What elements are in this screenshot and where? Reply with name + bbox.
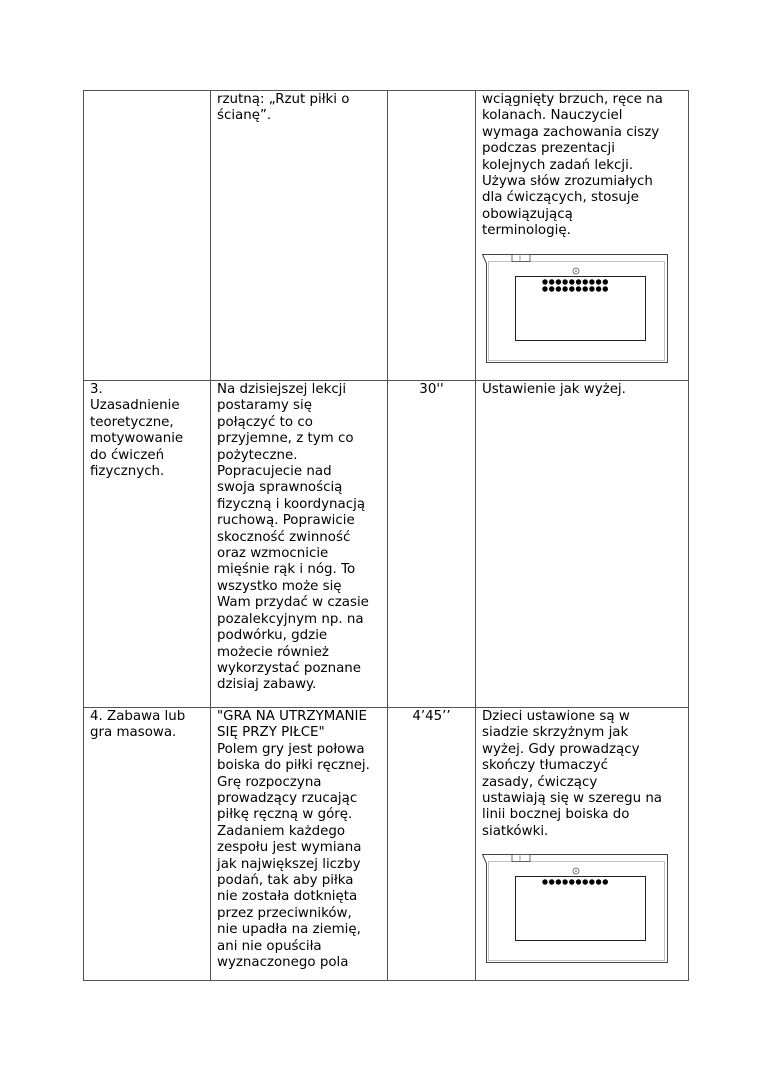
text-line: możecie również bbox=[217, 644, 329, 660]
text-line: zasady, ćwiczący bbox=[482, 774, 598, 790]
text-line: podwórku, gdzie bbox=[217, 628, 328, 644]
text-line: nie upadła na ziemię, bbox=[217, 922, 361, 938]
text-line: motywowanie bbox=[90, 431, 184, 447]
text-line: "GRA NA UTRZYMANIE bbox=[217, 709, 367, 724]
text-line: dla ćwiczących, stosuje bbox=[482, 190, 639, 206]
text-line: nie została dotknięta bbox=[217, 889, 358, 905]
text-line: przez przeciwników, bbox=[217, 905, 352, 921]
table-row bbox=[84, 381, 689, 708]
text-line: pozalekcyjnym np. na bbox=[217, 611, 364, 627]
player-dot bbox=[576, 286, 581, 291]
text-line: ustawiają się w szeregu na bbox=[482, 791, 663, 807]
text-line: Zadaniem każdego bbox=[217, 823, 346, 839]
player-dot bbox=[583, 279, 588, 284]
text-line: gra masowa. bbox=[90, 725, 177, 741]
row3-col1 bbox=[84, 708, 211, 981]
court-rect bbox=[516, 276, 646, 340]
text-line: Ustawienie jak wyżej. bbox=[482, 382, 626, 397]
player-dot bbox=[542, 279, 547, 284]
teacher-icon-dot bbox=[575, 870, 577, 872]
text-line: Grę rozpoczyna bbox=[217, 774, 322, 790]
text-line: Uzasadnienie bbox=[90, 398, 180, 414]
player-dot bbox=[556, 286, 561, 291]
text-line: terminologię. bbox=[482, 223, 571, 239]
table-row bbox=[84, 91, 689, 381]
player-dot bbox=[596, 880, 601, 885]
court-rect bbox=[516, 877, 646, 941]
row2-col1 bbox=[84, 381, 211, 708]
player-dot bbox=[549, 286, 554, 291]
player-dot bbox=[542, 286, 547, 291]
door-icon bbox=[512, 254, 530, 261]
text-line: jak największej liczby bbox=[217, 856, 361, 872]
duration-text: 30'' bbox=[419, 382, 444, 397]
text-line: boiska do piłki ręcznej. bbox=[217, 758, 370, 774]
text-line: kolanach. Nauczyciel bbox=[482, 108, 623, 124]
player-dot bbox=[589, 286, 594, 291]
text-line: siatkówki. bbox=[482, 823, 549, 839]
text-line: piłkę ręczną w górę. bbox=[217, 807, 353, 823]
row1-col1 bbox=[84, 91, 211, 381]
text-line: podczas prezentacji bbox=[482, 141, 615, 157]
player-dot bbox=[549, 279, 554, 284]
row3-col2 bbox=[211, 708, 388, 981]
text-line: rzutną: „Rzut piłki o bbox=[217, 92, 350, 107]
text-line: podań, tak aby piłka bbox=[217, 873, 354, 889]
table-row bbox=[84, 708, 689, 981]
player-dot bbox=[583, 880, 588, 885]
text-line: skoczność zwinność bbox=[217, 529, 351, 545]
text-line: wymaga zachowania ciszy bbox=[482, 124, 660, 140]
text-line: wszystko może się bbox=[217, 578, 342, 594]
text-line: 4. Zabawa lub bbox=[90, 709, 186, 724]
player-dot bbox=[562, 880, 567, 885]
text-line: Używa słów zrozumiałych bbox=[482, 174, 653, 190]
row2-col4 bbox=[476, 381, 689, 708]
player-dot bbox=[569, 880, 574, 885]
door-icon bbox=[512, 855, 530, 862]
text-line: kolejnych zadań lekcji. bbox=[482, 157, 634, 173]
player-dot bbox=[549, 880, 554, 885]
duration-text: 4’45’’ bbox=[412, 709, 451, 724]
player-dot bbox=[603, 286, 608, 291]
text-line: wciągnięty brzuch, ręce na bbox=[482, 92, 663, 107]
text-line: wyznaczonego pola bbox=[217, 955, 349, 971]
text-line: dzisiaj zabawy. bbox=[217, 677, 317, 693]
row2-col3 bbox=[388, 381, 476, 708]
player-dot bbox=[583, 286, 588, 291]
text-line: mięśnie rąk i nóg. To bbox=[217, 562, 356, 578]
row2-col2 bbox=[211, 381, 388, 708]
row1-col3 bbox=[388, 91, 476, 381]
text-line: siadzie skrzyżnym jak bbox=[482, 725, 629, 741]
court-diagram bbox=[482, 854, 668, 966]
text-line: pożyteczne. bbox=[217, 447, 298, 463]
lesson-plan-table bbox=[83, 90, 689, 981]
player-dot bbox=[542, 880, 547, 885]
text-line: przyjemne, z tym co bbox=[217, 431, 354, 447]
text-line: skończy tłumaczyć bbox=[482, 758, 608, 774]
text-line: wyżej. Gdy prowadzący bbox=[482, 741, 640, 757]
text-line: ruchową. Poprawicie bbox=[217, 513, 355, 529]
player-dot bbox=[576, 279, 581, 284]
player-dot bbox=[556, 279, 561, 284]
text-line: swoja sprawnością bbox=[217, 480, 343, 496]
player-dot bbox=[596, 286, 601, 291]
player-dot bbox=[562, 279, 567, 284]
text-line: ścianę”. bbox=[217, 108, 272, 124]
text-line: wykorzystać poznane bbox=[217, 660, 361, 676]
text-line: ani nie opuściła bbox=[217, 938, 322, 954]
row3-col3 bbox=[388, 708, 476, 981]
text-line: 3. bbox=[90, 382, 103, 397]
row1-col2 bbox=[211, 91, 388, 381]
text-line: Wam przydać w czasie bbox=[217, 595, 369, 611]
text-line: postaramy się bbox=[217, 398, 312, 414]
player-dot bbox=[596, 279, 601, 284]
text-line: oraz wzmocnicie bbox=[217, 546, 329, 562]
player-dot bbox=[603, 279, 608, 284]
row1-col4 bbox=[476, 91, 689, 381]
text-line: Na dzisiejszej lekcji bbox=[217, 382, 347, 397]
text-line: do ćwiczeń bbox=[90, 447, 165, 463]
text-line: prowadzący rzucając bbox=[217, 791, 358, 807]
player-dot bbox=[589, 279, 594, 284]
text-line: Polem gry jest połowa bbox=[217, 741, 365, 757]
text-line: połączyć to co bbox=[217, 414, 313, 430]
player-dot bbox=[569, 286, 574, 291]
text-line: linii bocznej boiska do bbox=[482, 807, 630, 823]
text-line: teoretyczne, bbox=[90, 414, 174, 430]
text-line: Popracujecie nad bbox=[217, 464, 332, 480]
text-line: fizycznych. bbox=[90, 464, 165, 480]
text-line: Dzieci ustawione są w bbox=[482, 709, 630, 724]
row3-col4 bbox=[476, 708, 689, 981]
player-dot bbox=[603, 880, 608, 885]
player-dot bbox=[562, 286, 567, 291]
player-dot bbox=[569, 279, 574, 284]
player-dot bbox=[589, 880, 594, 885]
text-line: obowiązującą bbox=[482, 206, 573, 222]
teacher-icon-dot bbox=[575, 270, 577, 272]
player-dot bbox=[556, 880, 561, 885]
court-diagram bbox=[482, 254, 668, 366]
text-line: zespołu jest wymiana bbox=[217, 840, 362, 856]
text-line: SIĘ PRZY PIŁCE" bbox=[217, 725, 325, 741]
player-dot bbox=[576, 880, 581, 885]
text-line: fizyczną i koordynacją bbox=[217, 496, 366, 512]
